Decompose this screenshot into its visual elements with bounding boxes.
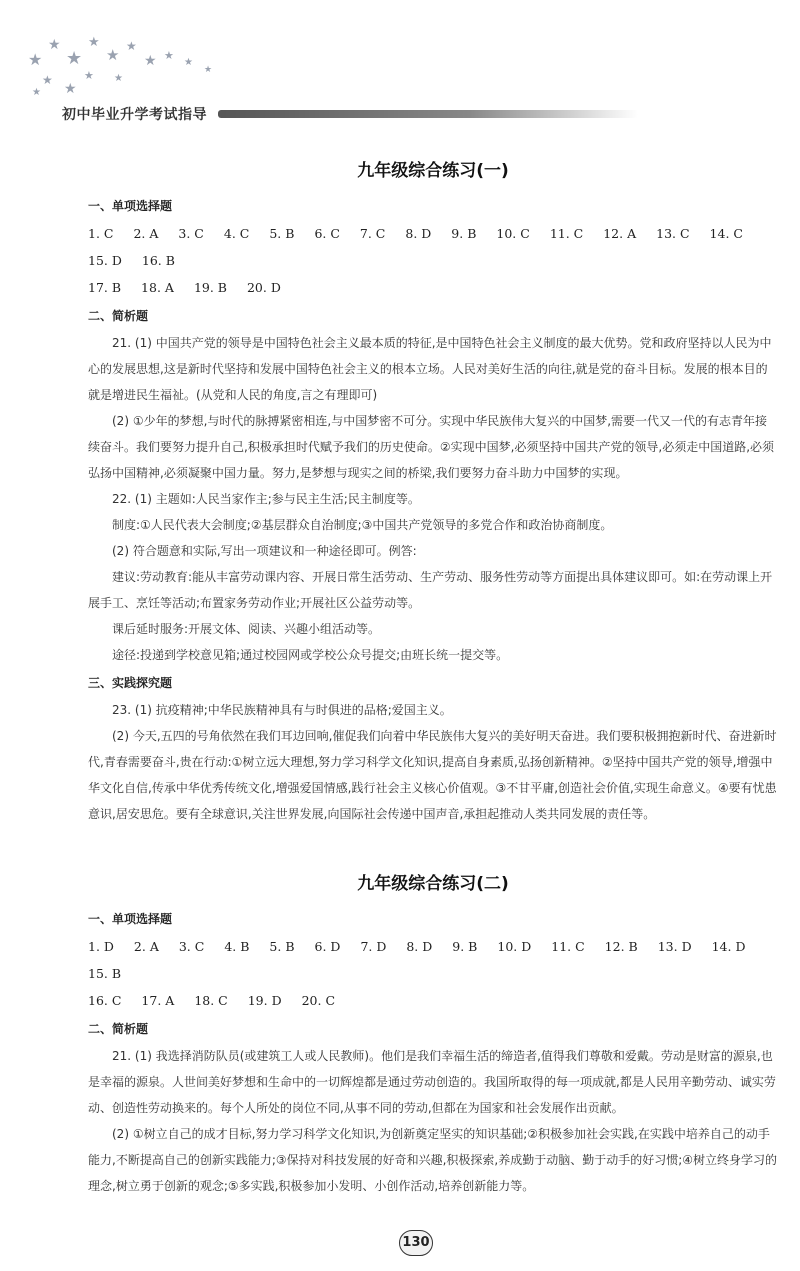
- answer-paragraph: 21. (1) 中国共产党的领导是中国特色社会主义最本质的特征,是中国特色社会主义制度的最大优势。党和政府坚持以人民为中心的发展思想,这是新时代坚持和发展中国特色社会主义的根本立场。人民对美好生活的向往,就是党的奋斗目标。发展的根本目的就是增进民生福祉。(从党和人民的角度,言之有理即可): [88, 336, 772, 402]
- star-icon: ★: [106, 46, 120, 64]
- answer-item: 16. B: [141, 253, 175, 268]
- answer-item: 15. B: [88, 966, 122, 981]
- answer-paragraph: (2) ①树立自己的成才目标,努力学习科学文化知识,为创新奠定坚实的知识基础;②积极参加社会实践,在实践中培养自己的动手能力,不断提高自己的创新实践能力;③保持对科技发展的好奇和兴趣,积极探索,养成勤于动脑、勤于动手的好习惯;④树立终身学习的理念,树立勇于创新的观念;⑤多实践,积极参加小发明、小创作活动,培养创新能力等。: [88, 1127, 778, 1193]
- section-title: 九年级综合练习(一): [357, 161, 509, 181]
- answer-item: 1. D: [88, 939, 114, 954]
- star-icon: ★: [42, 73, 53, 87]
- answer-item: 1. C: [88, 226, 114, 241]
- answer-item: 4. C: [223, 226, 250, 241]
- answer-row: [88, 933, 778, 987]
- answer-item: 19. D: [247, 993, 282, 1008]
- answer-item: 11. C: [549, 226, 584, 241]
- answer-item: 14. D: [711, 939, 746, 954]
- answer-paragraph: (2) 今天,五四的号角依然在我们耳边回响,催促我们向着中华民族伟大复兴的美好明天奋进。我们要积极拥抱新时代、奋进新时代,青春需要奋斗,贵在行动:①树立远大理想,努力学习科学文化知识,提高自身素质,弘扬创新精神。②坚持中国共产党的领导,增强中华文化自信,传承中华优秀传统文化,增强爱国情感,践行社会主义核心价值观。③不甘平庸,创造社会价值,实现生命意义。④要有忧患意识,居安思危。要有全球意识,关注世界发展,向国际社会传递中国声音,承担起推动人类共同发展的责任等。: [88, 729, 777, 821]
- star-icon: ★: [64, 81, 77, 97]
- answer-item: 8. D: [405, 226, 432, 241]
- answer-paragraph: (2) ①少年的梦想,与时代的脉搏紧密相连,与中国梦密不可分。实现中华民族伟大复兴的中国梦,需要一代又一代的有志青年接续奋斗。我们要努力提升自己,积极承担时代赋予我们的历史使命。②实现中国梦,必须坚持中国共产党的领导,必须走中国道路,必须弘扬中国精神,必须凝聚中国力量。努力,是梦想与现实之间的桥梁,我们要努力奋斗助力中国梦的实现。: [88, 414, 775, 480]
- answer-item: 6. C: [314, 226, 340, 241]
- answer-item: 20. C: [301, 993, 336, 1008]
- answer-item: 7. C: [359, 226, 386, 241]
- answer-item: 16. C: [88, 993, 122, 1008]
- answer-item: 9. B: [451, 226, 477, 241]
- part-title: 二、简析题: [88, 309, 149, 323]
- answer-item: 6. D: [314, 939, 341, 954]
- stars-decoration: [18, 30, 238, 110]
- page-header: [0, 0, 800, 130]
- star-icon: ★: [32, 87, 41, 98]
- answer-item: 11. C: [551, 939, 585, 954]
- answer-paragraph: 建议:劳动教育:能从丰富劳动课内容、开展日常生活劳动、生产劳动、服务性劳动等方面提出具体建议即可。如:在劳动课上开展手工、烹饪等活动;布置家务劳动作业;开展社区公益劳动等。: [88, 570, 773, 610]
- answer-item: 17. B: [88, 280, 122, 295]
- answer-paragraph: 制度:①人民代表大会制度;②基层群众自治制度;③中国共产党领导的多党合作和政治协商制度。: [112, 518, 613, 532]
- answer-item: 15. D: [88, 253, 122, 268]
- answer-item: 13. D: [657, 939, 692, 954]
- star-icon: ★: [66, 48, 83, 69]
- answer-item: 18. C: [194, 993, 228, 1008]
- answer-item: 19. B: [193, 280, 227, 295]
- answer-item: 9. B: [452, 939, 478, 954]
- star-icon: ★: [114, 73, 123, 84]
- answer-item: 8. D: [406, 939, 433, 954]
- answer-item: 10. C: [496, 226, 530, 241]
- answer-paragraph: 22. (1) 主题如:人民当家作主;参与民主生活;民主制度等。: [112, 492, 420, 506]
- answer-item: 17. A: [141, 993, 175, 1008]
- answer-paragraph: 23. (1) 抗疫精神;中华民族精神具有与时俱进的品格;爱国主义。: [112, 703, 452, 717]
- header-rule: [218, 110, 638, 118]
- star-icon: ★: [126, 39, 137, 53]
- answer-item: 2. A: [133, 939, 159, 954]
- part-title: 三、实践探究题: [88, 676, 173, 690]
- star-icon: ★: [164, 49, 174, 62]
- answer-row: [88, 987, 778, 1014]
- answer-item: 4. B: [224, 939, 250, 954]
- answer-item: 2. A: [133, 226, 159, 241]
- star-icon: ★: [84, 69, 94, 82]
- part-title: 一、单项选择题: [88, 912, 173, 926]
- answer-item: 14. C: [709, 226, 743, 241]
- answer-item: 18. A: [141, 280, 174, 295]
- answer-item: 3. C: [178, 226, 204, 241]
- answer-row: [88, 274, 778, 301]
- star-icon: ★: [88, 35, 100, 50]
- header-title: 初中毕业升学考试指导: [62, 107, 207, 123]
- part-title: 二、简析题: [88, 1022, 149, 1036]
- answer-item: 12. B: [604, 939, 638, 954]
- answer-paragraph: 课后延时服务:开展文体、阅读、兴趣小组活动等。: [112, 622, 381, 636]
- star-icon: ★: [184, 57, 193, 68]
- page-number: 130: [399, 1230, 433, 1256]
- answer-item: 20. D: [246, 280, 281, 295]
- star-icon: ★: [28, 50, 43, 69]
- answer-item: 5. B: [269, 939, 295, 954]
- part-title: 一、单项选择题: [88, 199, 173, 213]
- answer-paragraph: 途径:投递到学校意见箱;通过校园网或学校公众号提交;由班长统一提交等。: [112, 648, 509, 662]
- answer-item: 13. C: [656, 226, 690, 241]
- answer-item: 7. D: [360, 939, 387, 954]
- section-title: 九年级综合练习(二): [357, 874, 509, 894]
- answer-item: 3. C: [178, 939, 205, 954]
- answer-row: [88, 220, 778, 274]
- star-icon: ★: [144, 53, 157, 69]
- answer-paragraph: 21. (1) 我选择消防队员(或建筑工人或人民教师)。他们是我们幸福生活的缔造者,值得我们尊敬和爱戴。劳动是财富的源泉,也是幸福的源泉。人世间美好梦想和生命中的一切辉煌都是通过劳动创造的。我国所取得的每一项成就,都是人民用辛勤劳动、诚实劳动、创造性劳动换来的。每个人所处的岗位不同,从事不同的劳动,但都在为国家和社会发展作出贡献。: [88, 1049, 776, 1115]
- star-icon: ★: [204, 65, 213, 75]
- answer-item: 12. A: [603, 226, 637, 241]
- answer-paragraph: (2) 符合题意和实际,写出一项建议和一种途径即可。例答:: [112, 544, 417, 558]
- star-icon: ★: [48, 37, 61, 53]
- section-spacer: [88, 827, 778, 863]
- answer-item: 10. D: [497, 939, 532, 954]
- answer-item: 5. B: [269, 226, 295, 241]
- page-content: [88, 150, 778, 1199]
